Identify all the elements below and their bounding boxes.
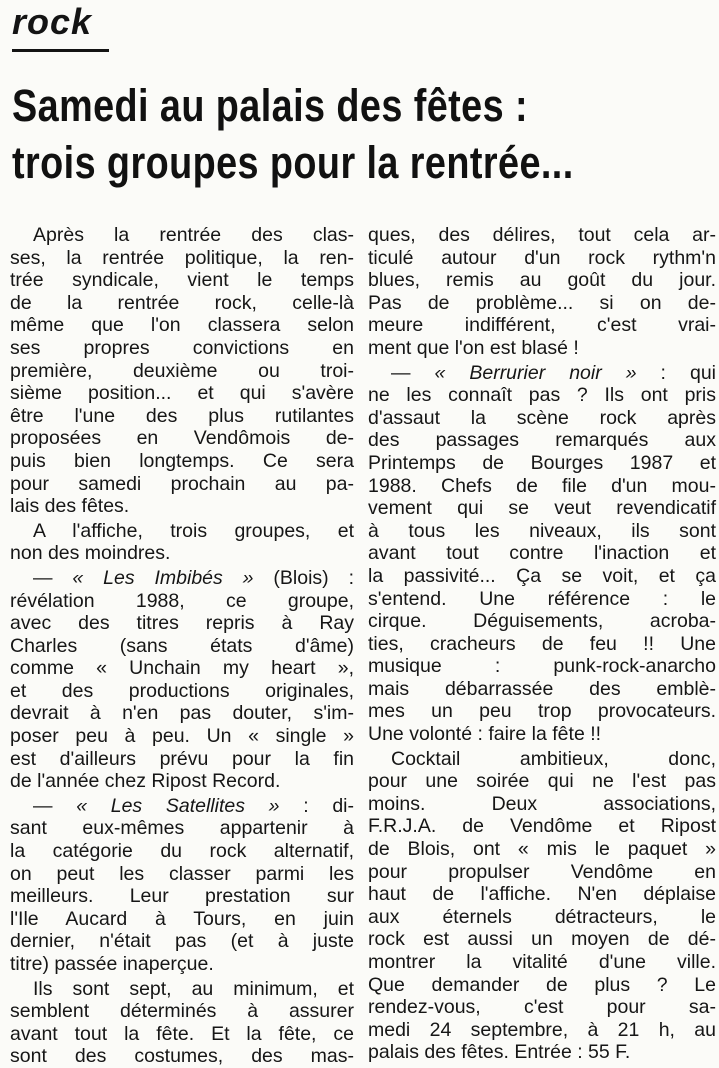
article-text-line: semblent déterminés à assurer <box>10 1000 354 1023</box>
section-rubric: rock <box>12 1 93 42</box>
article-text-line: révélation 1988, ce groupe, <box>10 589 354 612</box>
article-text-line: la passivité... Ça se voit, et ça <box>368 564 716 587</box>
article-text-line: avant tout la fête. Et la fête, ce <box>10 1022 354 1045</box>
article-text-line: Que demander de plus ? Le <box>368 973 716 996</box>
article-text-line: montrer la vitalité d'une ville. <box>368 951 716 973</box>
article-text-line: mais débarrassée des emblè- <box>368 677 716 700</box>
article-text-line: ses, la rentrée politique, la ren- <box>10 246 354 269</box>
article-text-line: meure indifférent, c'est vrai- <box>368 314 716 337</box>
article-text-line: être l'une des plus rutilantes <box>10 404 354 427</box>
article-text-line: ticulé autour d'un rock rythm'n <box>368 246 716 269</box>
article-text-line: ne les connaît pas ? Ils ont pris <box>368 384 716 407</box>
article-text-line: cirque. Déguisements, acroba- <box>368 610 716 633</box>
band-name: « Les Satellites » <box>76 794 280 817</box>
article-text-line: de la rentrée rock, celle-là <box>10 291 354 314</box>
article-column-left <box>10 224 354 1068</box>
article-text-line: — « Berrurier noir » : qui <box>391 361 716 384</box>
article-text-line: — « Les Satellites » : di- <box>33 794 354 817</box>
article-text-line: pour samedi prochain au pa- <box>10 472 354 495</box>
article-text-line: — « Les Imbibés » (Blois) : <box>33 566 354 589</box>
article-text-line: devrait à n'en pas douter, s'im- <box>10 702 354 725</box>
article-text-line: trée syndicale, vient le temps <box>10 269 354 292</box>
article-text-line: vement qui se veut revendicatif <box>368 497 716 520</box>
article-text-line: l'Ile Aucard à Tours, en juin <box>10 907 354 930</box>
article-text-line: mes un peu trop provocateurs. <box>368 700 716 723</box>
article-text-line: avant tout contre l'inaction et <box>368 542 716 565</box>
article-text-line: puis bien longtemps. Ce sera <box>10 449 354 472</box>
article-text-line: et des productions originales, <box>10 679 354 702</box>
article-text-line: medi 24 septembre, à 21 h, au <box>368 1018 716 1041</box>
article-text-line: rendez-vous, c'est pour sa- <box>368 996 716 1019</box>
band-name: « Les Imbibés » <box>72 566 254 589</box>
article-text-line: de Blois, ont « mis le paquet » <box>368 838 716 861</box>
article-text-line: aux éternels détracteurs, le <box>368 905 716 928</box>
article-text-line: blues, remis au goût du jour. <box>368 269 716 292</box>
article-text-line: dernier, n'était pas (et à juste <box>10 930 354 953</box>
article-text-line: meilleurs. Leur prestation sur <box>10 885 354 908</box>
article-text-line: poser peu à peu. Un « single » <box>10 725 354 748</box>
article-column-right <box>368 224 716 1064</box>
article-text-line: avec des titres repris à Ray <box>10 612 354 635</box>
article-headline <box>12 77 712 191</box>
article-text-line: des passages remarqués aux <box>368 429 716 452</box>
article-text-line: non des moindres. <box>10 542 171 565</box>
article-text-line: ties, cracheurs de feu !! Une <box>368 632 716 655</box>
article-text-line: Ils sont sept, au minimum, et <box>33 977 354 1000</box>
article-text-line: ques, des délires, tout cela ar- <box>368 224 716 246</box>
article-text-line: de l'année chez Ripost Record. <box>10 770 281 793</box>
article-text-line: est d'ailleurs prévu pour la fin <box>10 747 354 770</box>
article-text-line: haut de l'affiche. N'en déplaise <box>368 883 716 906</box>
article-text-line: lais des fêtes. <box>10 495 130 518</box>
article-text-line: A l'affiche, trois groupes, et <box>33 519 354 542</box>
band-name: « Berrurier noir » <box>434 361 637 384</box>
article-text-line: titre) passée inaperçue. <box>10 953 214 975</box>
article-text-line: Printemps de Bourges 1987 et <box>368 451 716 474</box>
article-text-line: moins. Deux associations, <box>368 792 716 815</box>
headline-line-1: Samedi au palais des fêtes : <box>12 80 528 131</box>
article-text-line: sant eux-mêmes appartenir à <box>10 817 354 840</box>
article-text-line: ses propres convictions en <box>10 336 354 359</box>
article-text-line: d'assaut la scène rock après <box>368 406 716 429</box>
article-text-line: pour une soirée qui ne l'est pas <box>368 770 716 793</box>
article-text-line: musique : punk-rock-anarcho <box>368 655 716 678</box>
article-text-line: on peut les classer parmi les <box>10 862 354 885</box>
article-text-line: ment que l'on est blasé ! <box>368 336 579 359</box>
article-text-line: à tous les niveaux, ils sont <box>368 519 716 542</box>
article-text-line: comme « Unchain my heart », <box>10 657 354 680</box>
headline-line-2: trois groupes pour la rentrée... <box>12 137 574 188</box>
article-text-line: s'entend. Une référence : le <box>368 587 716 610</box>
article-text-line: rock est aussi un moyen de dé- <box>368 928 716 951</box>
article-text-line: la catégorie du rock alternatif, <box>10 840 354 863</box>
article-text-line: Après la rentrée des clas- <box>33 224 354 246</box>
article-text-line: Une volonté : faire la fête !! <box>368 723 602 746</box>
article-text-line: F.R.J.A. de Vendôme et Ripost <box>368 815 716 838</box>
article-text-line: pour propulser Vendôme en <box>368 860 716 883</box>
article-text-line: même que l'on classera selon <box>10 314 354 337</box>
article-text-line: première, deuxième ou troi- <box>10 359 354 382</box>
article-text-line: palais des fêtes. Entrée : 55 F. <box>368 1041 631 1064</box>
article-text-line: sième position... et qui s'avère <box>10 382 354 405</box>
rubric-underline <box>12 49 109 52</box>
article-text-line: sont des costumes, des mas- <box>10 1045 354 1068</box>
article-text-line: Pas de problème... si on de- <box>368 291 716 314</box>
article-text-line: Charles (sans états d'âme) <box>10 634 354 657</box>
article-text-line: 1988. Chefs de file d'un mou- <box>368 474 716 497</box>
article-text-line: Cocktail ambitieux, donc, <box>391 747 716 770</box>
article-text-line: proposées en Vendômois de- <box>10 427 354 450</box>
